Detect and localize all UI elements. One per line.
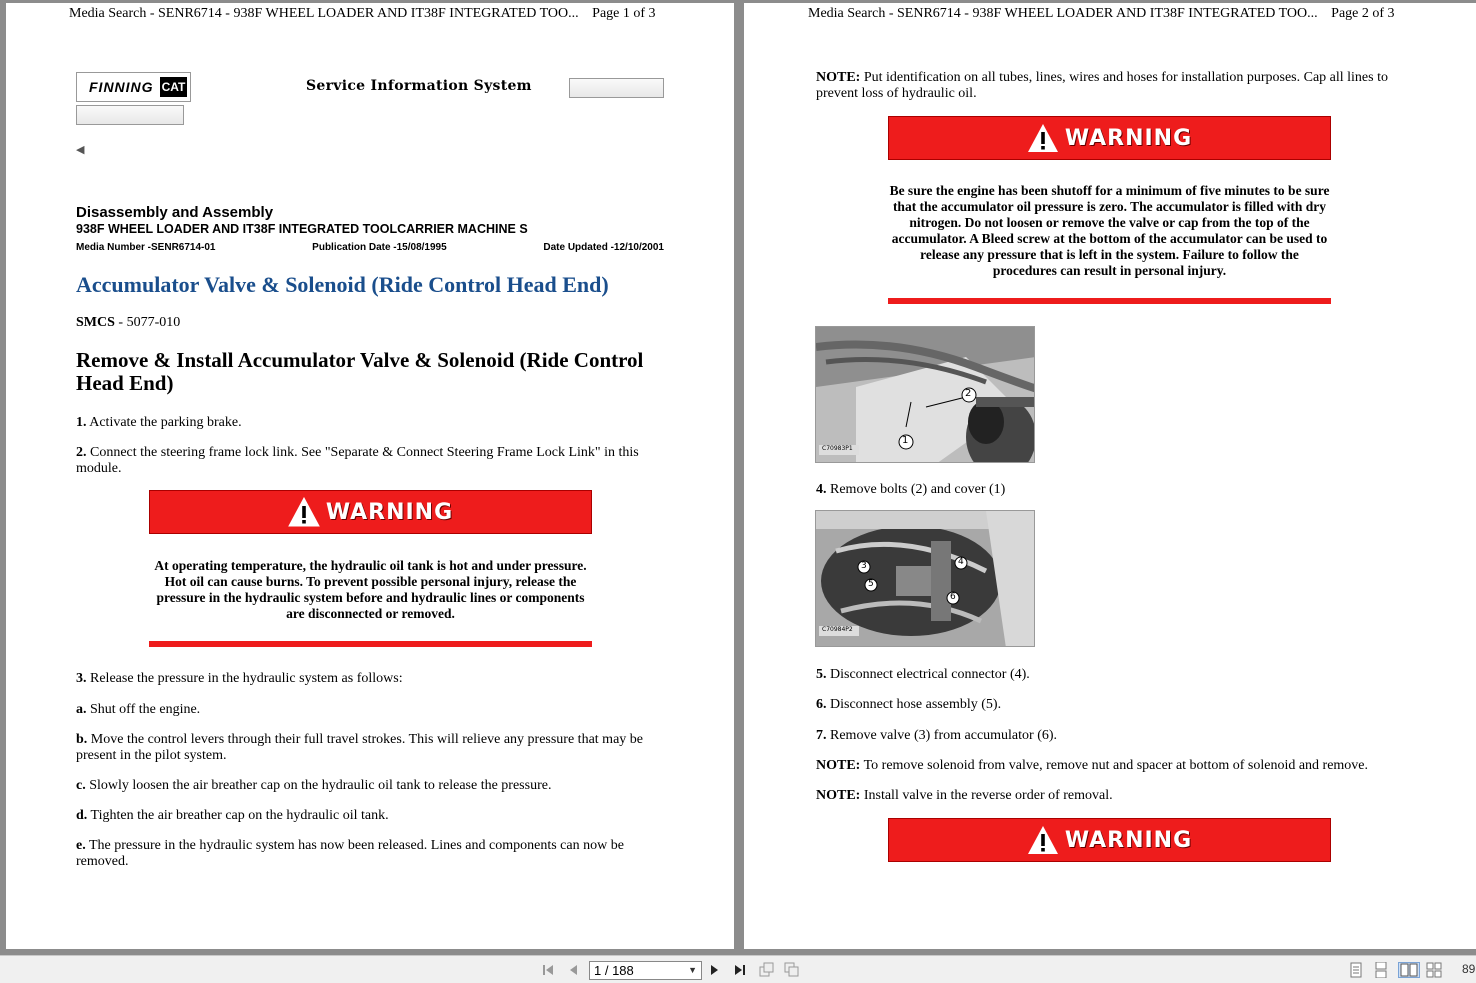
note (816, 788, 1416, 804)
step-item (816, 482, 1416, 498)
warning-banner (149, 490, 592, 534)
substep-item (76, 808, 666, 824)
single-page-icon[interactable] (1348, 962, 1364, 978)
photo-callout: 2 (965, 388, 972, 399)
warning-banner (888, 116, 1331, 160)
substep-letter: d. (76, 808, 88, 823)
substep-item (76, 732, 666, 764)
page-indicator: 1 / 188 (594, 963, 634, 978)
note-text: To remove solenoid from valve, remove nut and spacer at bottom of solenoid and remove. (860, 758, 1369, 773)
two-page-icon[interactable] (1398, 962, 1420, 978)
finning-cat-logo (76, 72, 191, 102)
last-page-icon[interactable] (732, 962, 748, 978)
logo-finning-text: FINNING (89, 79, 154, 95)
viewer-toolbar (0, 955, 1476, 983)
photo-c70983 (815, 326, 1035, 463)
warning-triangle-icon (1027, 825, 1059, 855)
header-title: Media Search - SENR6714 - 938F WHEEL LOADER AND IT38F INTEGRATED TOO... (808, 6, 1318, 21)
step-item (816, 667, 1416, 683)
page-number-select[interactable] (589, 961, 702, 980)
step-number: 1. (76, 415, 87, 430)
chevron-down-icon: ▼ (688, 965, 697, 975)
warning-banner (888, 818, 1331, 862)
substep-letter: e. (76, 838, 86, 853)
note-label: NOTE: (816, 788, 861, 803)
photo-callout: 4 (958, 557, 964, 567)
photo-callout: 1 (902, 435, 909, 446)
page-header (69, 6, 656, 22)
step-item (816, 728, 1416, 744)
substep-letter: b. (76, 732, 88, 747)
substep-text: Shut off the engine. (86, 702, 201, 717)
step-text: Connect the steering frame lock link. See "Separate & Connect Steering Frame Lock Link" in this module. (76, 445, 639, 476)
header-field (569, 78, 664, 98)
substep-text: Tighten the air breather cap on the hydraulic oil tank. (87, 808, 389, 823)
warning-divider (888, 298, 1331, 304)
step-text: Remove valve (3) from accumulator (6). (826, 728, 1058, 743)
step-number: 7. (816, 728, 827, 743)
publication-date: Publication Date -15/08/1995 (312, 242, 447, 253)
fit-icon[interactable] (784, 962, 800, 978)
note-text: Install valve in the reverse order of removal. (860, 788, 1113, 803)
date-updated: Date Updated -12/10/2001 (543, 242, 664, 253)
warning-text: At operating temperature, the hydraulic oil tank is hot and under pressure. Hot oil can cause burns. To prevent possible personal injury, release the pressure in the hydraulic system before and hydraulic lines or components are disconnected or removed. (154, 558, 587, 621)
step-item (76, 671, 666, 687)
photo-c70984 (815, 510, 1035, 647)
warning-label: WARNING (1064, 125, 1193, 151)
continuous-icon[interactable] (1373, 962, 1389, 978)
step-number: 2. (76, 445, 87, 460)
substep-text: Slowly loosen the air breather cap on the hydraulic oil tank to release the pressure. (85, 778, 552, 793)
note-label: NOTE: (816, 758, 861, 773)
substep-item (76, 778, 666, 794)
back-arrow-icon[interactable]: ◀ (76, 143, 85, 156)
step-text: Release the pressure in the hydraulic system as follows: (86, 671, 403, 686)
step-number: 6. (816, 697, 827, 712)
step-item (76, 445, 666, 477)
step-number: 4. (816, 482, 827, 497)
media-number: Media Number -SENR6714-01 (76, 242, 216, 253)
step-number: 3. (76, 671, 87, 686)
substep-item (76, 838, 666, 870)
previous-page-icon[interactable] (565, 962, 581, 978)
metadata-line (76, 242, 664, 253)
substep-text: Move the control levers through their full travel strokes. This will relieve any pressure that may be present in the pilot system. (76, 732, 643, 763)
page-header (808, 6, 1395, 22)
step-text: Disconnect electrical connector (4). (826, 667, 1030, 682)
photo-callout: 5 (868, 579, 874, 589)
two-page-continuous-icon[interactable] (1426, 962, 1442, 978)
section-title: Disassembly and Assembly (76, 204, 274, 221)
photo-caption: C70983P1 (822, 445, 853, 452)
document-page-2 (744, 3, 1476, 949)
step-number: 5. (816, 667, 827, 682)
warning-text: Be sure the engine has been shutoff for a minimum of five minutes to be sure that the accumulator oil pressure is zero. The accumulator is filled with dry nitrogen. Do not loosen or remove the valve or cap from the top of the accumulator. A Bleed screw at the bottom of the accumulator can be used to release any pressure that is left in the system. Failure to follow the procedures can result in personal injury. (889, 183, 1330, 278)
warning-triangle-icon (288, 497, 320, 527)
smcs-code (76, 315, 180, 331)
topic-title: Accumulator Valve & Solenoid (Ride Control Head End) (76, 272, 609, 297)
header-title: Media Search - SENR6714 - 938F WHEEL LOADER AND IT38F INTEGRATED TOO... (69, 6, 579, 21)
header-page-number: Page 1 of 3 (592, 6, 656, 21)
document-page-1 (6, 3, 734, 949)
note (816, 758, 1416, 774)
rotate-icon[interactable] (759, 962, 775, 978)
header-field-secondary (76, 105, 184, 125)
step-item (816, 697, 1416, 713)
step-text: Remove bolts (2) and cover (1) (826, 482, 1006, 497)
logo-cat-text: CAT (160, 77, 188, 97)
warning-divider (149, 641, 592, 647)
warning-label: WARNING (1064, 827, 1193, 853)
step-item (76, 415, 666, 431)
photo-caption: C70984P2 (822, 626, 853, 633)
first-page-icon[interactable] (540, 962, 556, 978)
photo-callout: 3 (861, 561, 867, 571)
smcs-label: SMCS (76, 315, 115, 330)
warning-triangle-icon (1027, 123, 1059, 153)
substep-text: The pressure in the hydraulic system has now been released. Lines and components can now be removed. (76, 838, 624, 869)
substep-letter: a. (76, 702, 87, 717)
step-text: Disconnect hose assembly (5). (826, 697, 1002, 712)
smcs-value: - 5077-010 (114, 315, 181, 330)
step-text: Activate the parking brake. (86, 415, 242, 430)
header-page-number: Page 2 of 3 (1331, 6, 1395, 21)
sis-title: Service Information System (306, 78, 532, 94)
next-page-icon[interactable] (707, 962, 723, 978)
substep-item (76, 702, 666, 718)
note (816, 70, 1416, 102)
machine-line: 938F WHEEL LOADER AND IT38F INTEGRATED TOOLCARRIER MACHINE S (76, 222, 528, 236)
note-label: NOTE: (816, 70, 861, 85)
procedure-title: Remove & Install Accumulator Valve & Solenoid (Ride Control Head End) (76, 348, 644, 395)
warning-label: WARNING (325, 499, 454, 525)
substep-letter: c. (76, 778, 86, 793)
zoom-level[interactable]: 89 (1462, 962, 1476, 976)
note-text: Put identification on all tubes, lines, wires and hoses for installation purposes. Cap all lines to prevent loss of hydraulic oil. (816, 70, 1388, 101)
photo-callout: 6 (950, 592, 956, 602)
